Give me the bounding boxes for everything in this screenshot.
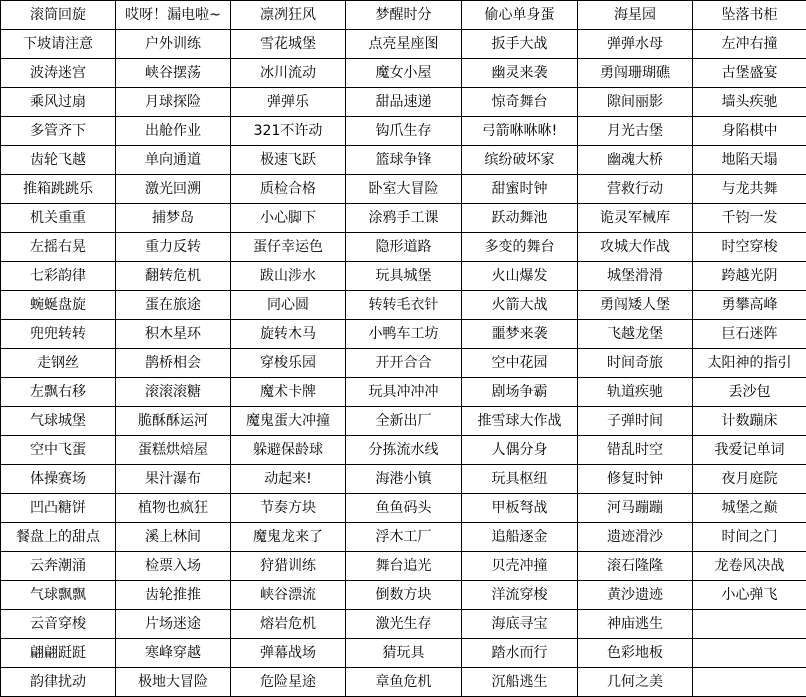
table-cell: 气球城堡	[1, 407, 116, 436]
table-cell: 幽魂大桥	[578, 146, 693, 175]
table-row	[1, 204, 806, 233]
table-cell: 蛋糕烘焙屋	[116, 436, 231, 465]
table-cell: 神庙逃生	[578, 610, 693, 639]
table-cell: 空中花园	[462, 349, 578, 378]
table-cell: 冰川流动	[231, 59, 346, 88]
table-cell: 踏水而行	[462, 639, 578, 668]
table-cell: 偷心单身蛋	[462, 1, 578, 30]
table-row	[1, 378, 806, 407]
table-cell: 脆酥酥运河	[116, 407, 231, 436]
table-cell: 浮木工厂	[346, 523, 462, 552]
table-cell: 捕梦岛	[116, 204, 231, 233]
table-cell: 检票入场	[116, 552, 231, 581]
table-row	[1, 117, 806, 146]
table-cell: 古堡盛宴	[693, 59, 806, 88]
table-cell: 魔术卡牌	[231, 378, 346, 407]
table-cell: 贝壳冲撞	[462, 552, 578, 581]
table-row	[1, 610, 806, 639]
table-cell: 狩猎训练	[231, 552, 346, 581]
table-cell: 翩翩跹跹	[1, 639, 116, 668]
table-cell: 千钧一发	[693, 204, 806, 233]
table-cell: 户外训练	[116, 30, 231, 59]
table-cell: 海底寻宝	[462, 610, 578, 639]
table-cell: 玩具枢纽	[462, 465, 578, 494]
table-cell: 左冲右撞	[693, 30, 806, 59]
table-cell: 甜蜜时钟	[462, 175, 578, 204]
table-cell: 甲板弩战	[462, 494, 578, 523]
table-cell: 龙卷风决战	[693, 552, 806, 581]
table-cell: 全新出厂	[346, 407, 462, 436]
table-cell: 夜月庭院	[693, 465, 806, 494]
table-cell: 色彩地板	[578, 639, 693, 668]
table-cell: 几何之美	[578, 668, 693, 697]
table-cell: 果汁瀑布	[116, 465, 231, 494]
table-cell: 太阳神的指引	[693, 349, 806, 378]
table-cell: 时空穿梭	[693, 233, 806, 262]
table-cell: 章鱼危机	[346, 668, 462, 697]
table-cell	[693, 610, 806, 639]
table-cell: 小鸭车工坊	[346, 320, 462, 349]
table-cell: 质检合格	[231, 175, 346, 204]
table-cell: 躲避保龄球	[231, 436, 346, 465]
table-cell: 涂鸦手工课	[346, 204, 462, 233]
table-row	[1, 465, 806, 494]
table-cell: 魔鬼蛋大冲撞	[231, 407, 346, 436]
table-cell: 魔鬼龙来了	[231, 523, 346, 552]
table-cell: 墙头疾驰	[693, 88, 806, 117]
table-cell: 弹弹乐	[231, 88, 346, 117]
table-cell: 攻城大作战	[578, 233, 693, 262]
table-cell: 跃动舞池	[462, 204, 578, 233]
table-cell: 齿轮推推	[116, 581, 231, 610]
table-cell: 蛋在旅途	[116, 291, 231, 320]
table-cell: 坠落书柜	[693, 1, 806, 30]
table-cell: 小心弹飞	[693, 581, 806, 610]
table-cell: 海星园	[578, 1, 693, 30]
table-cell: 河马蹦蹦	[578, 494, 693, 523]
table-cell: 海港小镇	[346, 465, 462, 494]
table-cell: 洋流穿梭	[462, 581, 578, 610]
table-cell: 丢沙包	[693, 378, 806, 407]
table-cell: 篮球争锋	[346, 146, 462, 175]
table-row	[1, 436, 806, 465]
table-cell: 鱼鱼码头	[346, 494, 462, 523]
table-cell: 下坡请注意	[1, 30, 116, 59]
table-cell: 峡谷漂流	[231, 581, 346, 610]
table-cell: 哎呀！漏电啦~	[116, 1, 231, 30]
table-cell: 翻转危机	[116, 262, 231, 291]
table-row	[1, 30, 806, 59]
table-cell: 地陷天塌	[693, 146, 806, 175]
table-cell: 凹凸糖饼	[1, 494, 116, 523]
table-row	[1, 233, 806, 262]
table-cell: 时间之门	[693, 523, 806, 552]
table-cell: 鹊桥相会	[116, 349, 231, 378]
table-cell: 积木星环	[116, 320, 231, 349]
table-row	[1, 1, 806, 30]
table-cell: 城堡之巅	[693, 494, 806, 523]
table-cell: 火山爆发	[462, 262, 578, 291]
table-cell: 乘风过扇	[1, 88, 116, 117]
table-cell: 熔岩危机	[231, 610, 346, 639]
table-cell: 云音穿梭	[1, 610, 116, 639]
table-cell: 钩爪生存	[346, 117, 462, 146]
table-cell	[693, 639, 806, 668]
table-cell: 空中飞蛋	[1, 436, 116, 465]
table-cell: 勇闯珊瑚礁	[578, 59, 693, 88]
table-cell: 点亮星座图	[346, 30, 462, 59]
table-cell: 多变的舞台	[462, 233, 578, 262]
table-cell: 月球探险	[116, 88, 231, 117]
table-cell: 隐形道路	[346, 233, 462, 262]
table-cell: 出舱作业	[116, 117, 231, 146]
table-cell: 弓箭咻咻咻!	[462, 117, 578, 146]
table-row	[1, 668, 806, 697]
table-cell: 多管齐下	[1, 117, 116, 146]
table-row	[1, 262, 806, 291]
table-cell: 滚石隆隆	[578, 552, 693, 581]
table-cell: 走钢丝	[1, 349, 116, 378]
table-row	[1, 175, 806, 204]
table-cell: 推雪球大作战	[462, 407, 578, 436]
table-cell: 激光回溯	[116, 175, 231, 204]
table-cell: 错乱时空	[578, 436, 693, 465]
table-cell: 滚滚滚糖	[116, 378, 231, 407]
table-cell: 舞台追光	[346, 552, 462, 581]
table-cell: 321不许动	[231, 117, 346, 146]
table-cell: 梦醒时分	[346, 1, 462, 30]
table-cell: 轨道疾驰	[578, 378, 693, 407]
table-cell: 修复时钟	[578, 465, 693, 494]
table-cell: 韵律扰动	[1, 668, 116, 697]
table-cell: 玩具城堡	[346, 262, 462, 291]
table-cell: 勇攀高峰	[693, 291, 806, 320]
table-cell: 转转毛衣针	[346, 291, 462, 320]
table-cell: 跋山涉水	[231, 262, 346, 291]
table-cell: 重力反转	[116, 233, 231, 262]
table-cell: 扳手大战	[462, 30, 578, 59]
table-row	[1, 320, 806, 349]
table-cell: 幽灵来袭	[462, 59, 578, 88]
table-cell: 噩梦来袭	[462, 320, 578, 349]
table-cell: 单向通道	[116, 146, 231, 175]
table-cell: 时间奇旅	[578, 349, 693, 378]
table-row	[1, 88, 806, 117]
table-row	[1, 581, 806, 610]
table-cell: 极地大冒险	[116, 668, 231, 697]
table-cell: 火箭大战	[462, 291, 578, 320]
table-cell: 蛋仔幸运色	[231, 233, 346, 262]
table-cell: 诡灵军械库	[578, 204, 693, 233]
table-row	[1, 494, 806, 523]
table-cell: 凛冽狂风	[231, 1, 346, 30]
table-cell: 沉船逃生	[462, 668, 578, 697]
table-cell: 体操赛场	[1, 465, 116, 494]
table-row	[1, 59, 806, 88]
table-cell: 极速飞跃	[231, 146, 346, 175]
table-cell: 云奔潮涌	[1, 552, 116, 581]
table-cell: 小心脚下	[231, 204, 346, 233]
table-cell: 遗迹滑沙	[578, 523, 693, 552]
table-cell: 分拣流水线	[346, 436, 462, 465]
table-cell: 片场迷途	[116, 610, 231, 639]
table-cell: 月光古堡	[578, 117, 693, 146]
table-cell: 剧场争霸	[462, 378, 578, 407]
table-cell: 寒峰穿越	[116, 639, 231, 668]
table-cell: 七彩韵律	[1, 262, 116, 291]
table-cell: 跨越光阴	[693, 262, 806, 291]
table-cell: 营救行动	[578, 175, 693, 204]
table-cell: 惊奇舞台	[462, 88, 578, 117]
table-row	[1, 523, 806, 552]
table-cell: 同心圆	[231, 291, 346, 320]
table-cell: 齿轮飞越	[1, 146, 116, 175]
table-cell: 动起来!	[231, 465, 346, 494]
table-cell: 气球飘飘	[1, 581, 116, 610]
table-cell: 兜兜转转	[1, 320, 116, 349]
table-cell: 穿梭乐园	[231, 349, 346, 378]
table-cell: 危险星途	[231, 668, 346, 697]
table-cell: 人偶分身	[462, 436, 578, 465]
table-row	[1, 146, 806, 175]
table-cell: 旋转木马	[231, 320, 346, 349]
table-cell: 身陷棋中	[693, 117, 806, 146]
table-cell: 开开合合	[346, 349, 462, 378]
table-row	[1, 552, 806, 581]
table-cell: 城堡滑滑	[578, 262, 693, 291]
table-cell: 猜玩具	[346, 639, 462, 668]
table-cell: 左摇右晃	[1, 233, 116, 262]
table-cell: 雪花城堡	[231, 30, 346, 59]
table-cell: 弹幕战场	[231, 639, 346, 668]
table-cell: 弹弹水母	[578, 30, 693, 59]
table-cell: 隙间丽影	[578, 88, 693, 117]
table-cell: 与龙共舞	[693, 175, 806, 204]
table-row	[1, 639, 806, 668]
table-cell: 甜品速递	[346, 88, 462, 117]
table-cell: 推箱跳跳乐	[1, 175, 116, 204]
table-cell	[693, 668, 806, 697]
table-cell: 魔女小屋	[346, 59, 462, 88]
table-cell: 激光生存	[346, 610, 462, 639]
table-cell: 玩具冲冲冲	[346, 378, 462, 407]
table-cell: 节奏方块	[231, 494, 346, 523]
table-row	[1, 407, 806, 436]
table-cell: 左飘右移	[1, 378, 116, 407]
table-cell: 卧室大冒险	[346, 175, 462, 204]
table-cell: 我爱记单词	[693, 436, 806, 465]
table-cell: 追船逐金	[462, 523, 578, 552]
table-cell: 子弹时间	[578, 407, 693, 436]
table-cell: 滚筒回旋	[1, 1, 116, 30]
table-cell: 餐盘上的甜点	[1, 523, 116, 552]
table-cell: 计数蹦床	[693, 407, 806, 436]
table-cell: 飞越龙堡	[578, 320, 693, 349]
table-row	[1, 291, 806, 320]
table-cell: 波涛迷宫	[1, 59, 116, 88]
table-cell: 黄沙遗迹	[578, 581, 693, 610]
table-cell: 溪上林间	[116, 523, 231, 552]
table-cell: 机关重重	[1, 204, 116, 233]
table-cell: 蜿蜒盘旋	[1, 291, 116, 320]
table-cell: 勇闯矮人堡	[578, 291, 693, 320]
table-cell: 倒数方块	[346, 581, 462, 610]
table-cell: 缤纷破坏家	[462, 146, 578, 175]
table-row	[1, 349, 806, 378]
table-cell: 植物也疯狂	[116, 494, 231, 523]
table-cell: 峡谷摆荡	[116, 59, 231, 88]
table-cell: 巨石迷阵	[693, 320, 806, 349]
